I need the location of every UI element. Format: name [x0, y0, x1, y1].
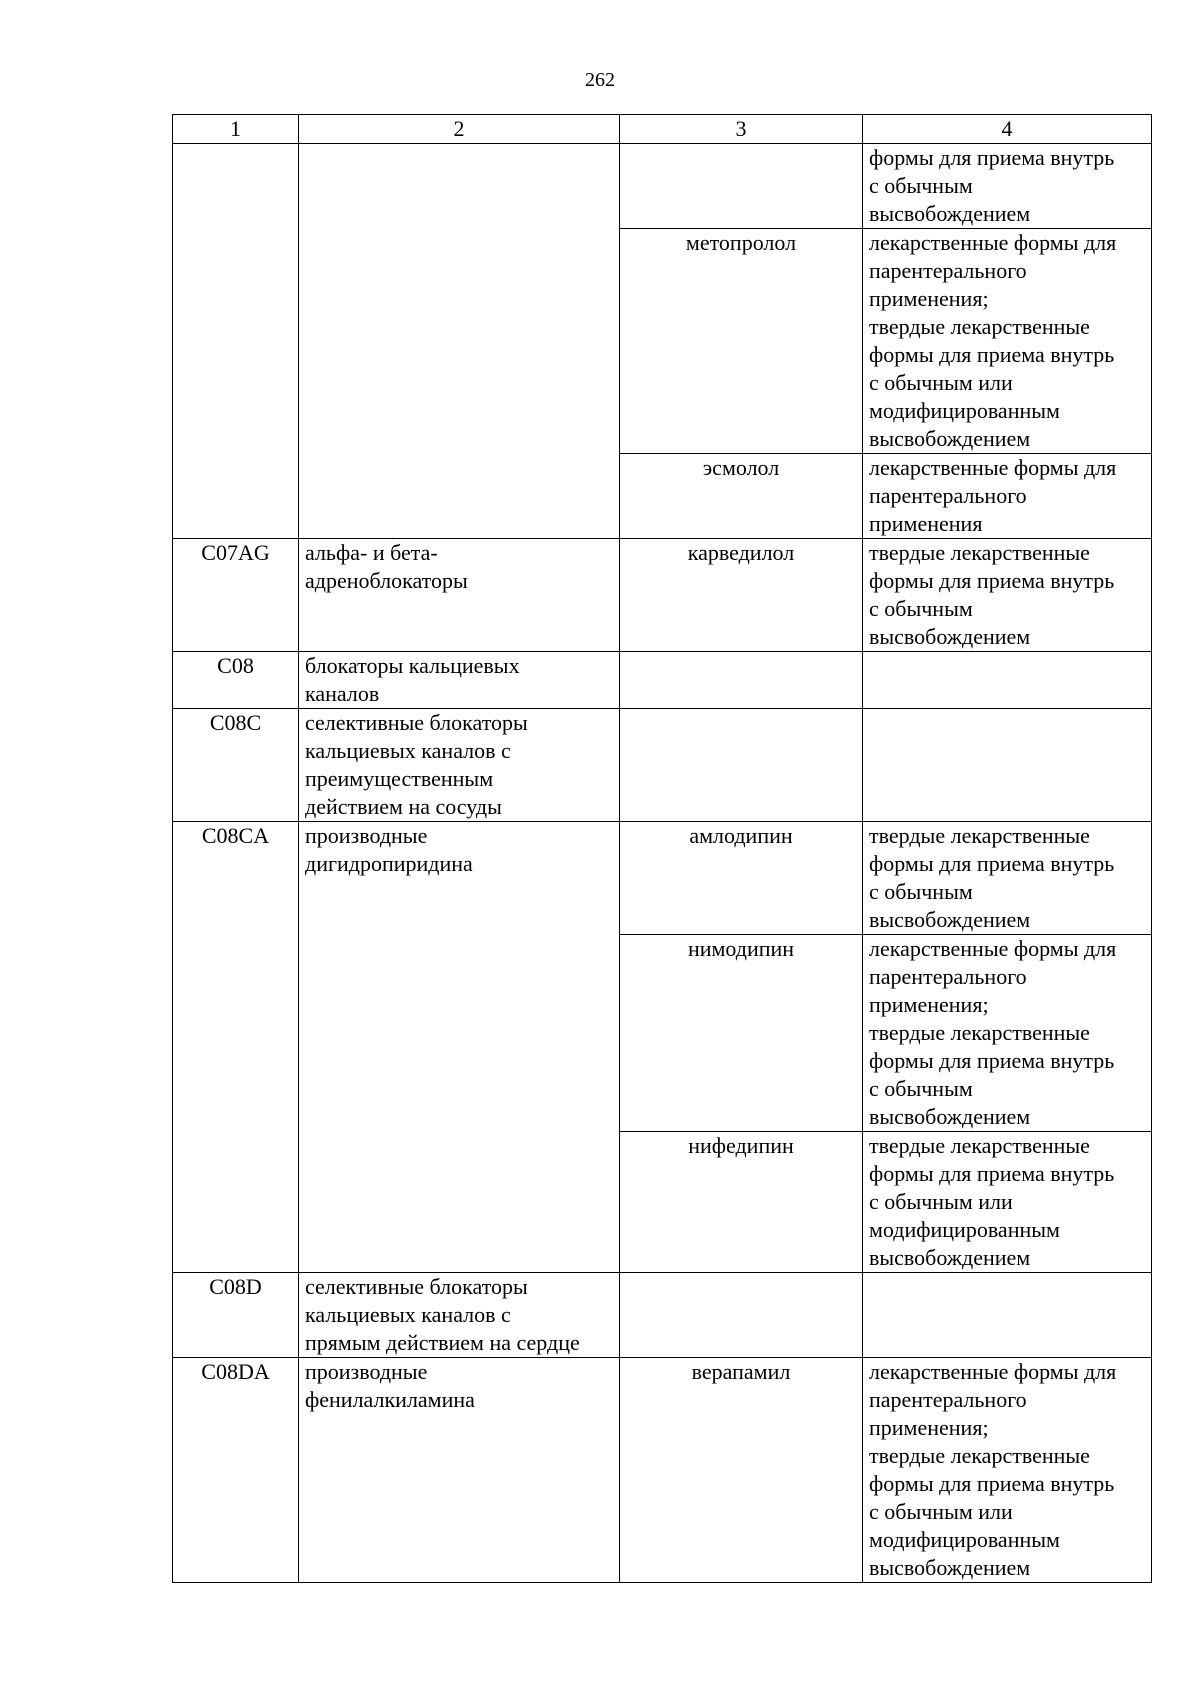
inn-cell: [620, 709, 863, 822]
dosage-form-cell: лекарственные формы для парентерального применения; твердые лекарственные формы для приема внутрь с обычным или модифицированным высвобождением: [863, 1358, 1152, 1583]
table-row: [173, 709, 1152, 822]
dosage-form-cell: [863, 709, 1152, 822]
group-name-cell: блокаторы кальциевых каналов: [299, 652, 620, 709]
inn-cell: нимодипин: [620, 935, 863, 1132]
dosage-form-cell: твердые лекарственные формы для приема внутрь с обычным высвобождением: [863, 822, 1152, 935]
inn-cell: [620, 144, 863, 229]
column-header-3: 3: [620, 115, 863, 144]
inn-cell: [620, 1273, 863, 1358]
page-number: 262: [585, 69, 615, 91]
table-header-row: [173, 115, 1152, 144]
inn-cell: [620, 652, 863, 709]
inn-cell: нифедипин: [620, 1132, 863, 1273]
table-row: [173, 144, 1152, 229]
table-row: [173, 539, 1152, 652]
inn-cell: метопролол: [620, 229, 863, 454]
column-header-1: 1: [173, 115, 299, 144]
dosage-form-cell: твердые лекарственные формы для приема внутрь с обычным высвобождением: [863, 539, 1152, 652]
dosage-form-cell: лекарственные формы для парентерального применения; твердые лекарственные формы для приема внутрь с обычным или модифицированным высвобождением: [863, 229, 1152, 454]
group-name-cell: альфа- и бета- адреноблокаторы: [299, 539, 620, 652]
inn-cell: карведилол: [620, 539, 863, 652]
table-row: [173, 822, 1152, 935]
dosage-form-cell: лекарственные формы для парентерального применения: [863, 454, 1152, 539]
table-row: [173, 652, 1152, 709]
dosage-form-cell: лекарственные формы для парентерального применения; твердые лекарственные формы для приема внутрь с обычным высвобождением: [863, 935, 1152, 1132]
atc-code-cell: C07AG: [173, 539, 299, 652]
group-name-cell: селективные блокаторы кальциевых каналов с преимущественным действием на сосуды: [299, 709, 620, 822]
atc-code-cell: C08C: [173, 709, 299, 822]
dosage-form-cell: [863, 652, 1152, 709]
atc-code-cell: [173, 144, 299, 539]
group-name-cell: производные дигидропиридина: [299, 822, 620, 1273]
atc-code-cell: C08D: [173, 1273, 299, 1358]
inn-cell: амлодипин: [620, 822, 863, 935]
group-name-cell: [299, 144, 620, 539]
group-name-cell: производные фенилалкиламина: [299, 1358, 620, 1583]
atc-code-cell: C08DA: [173, 1358, 299, 1583]
atc-code-cell: C08CA: [173, 822, 299, 1273]
dosage-form-cell: формы для приема внутрь с обычным высвобождением: [863, 144, 1152, 229]
dosage-form-cell: [863, 1273, 1152, 1358]
table-row: [173, 1358, 1152, 1583]
drug-table: [172, 114, 1152, 1583]
column-header-2: 2: [299, 115, 620, 144]
group-name-cell: селективные блокаторы кальциевых каналов с прямым действием на сердце: [299, 1273, 620, 1358]
dosage-form-cell: твердые лекарственные формы для приема внутрь с обычным или модифицированным высвобождением: [863, 1132, 1152, 1273]
table-row: [173, 1273, 1152, 1358]
inn-cell: верапамил: [620, 1358, 863, 1583]
atc-code-cell: C08: [173, 652, 299, 709]
inn-cell: эсмолол: [620, 454, 863, 539]
column-header-4: 4: [863, 115, 1152, 144]
